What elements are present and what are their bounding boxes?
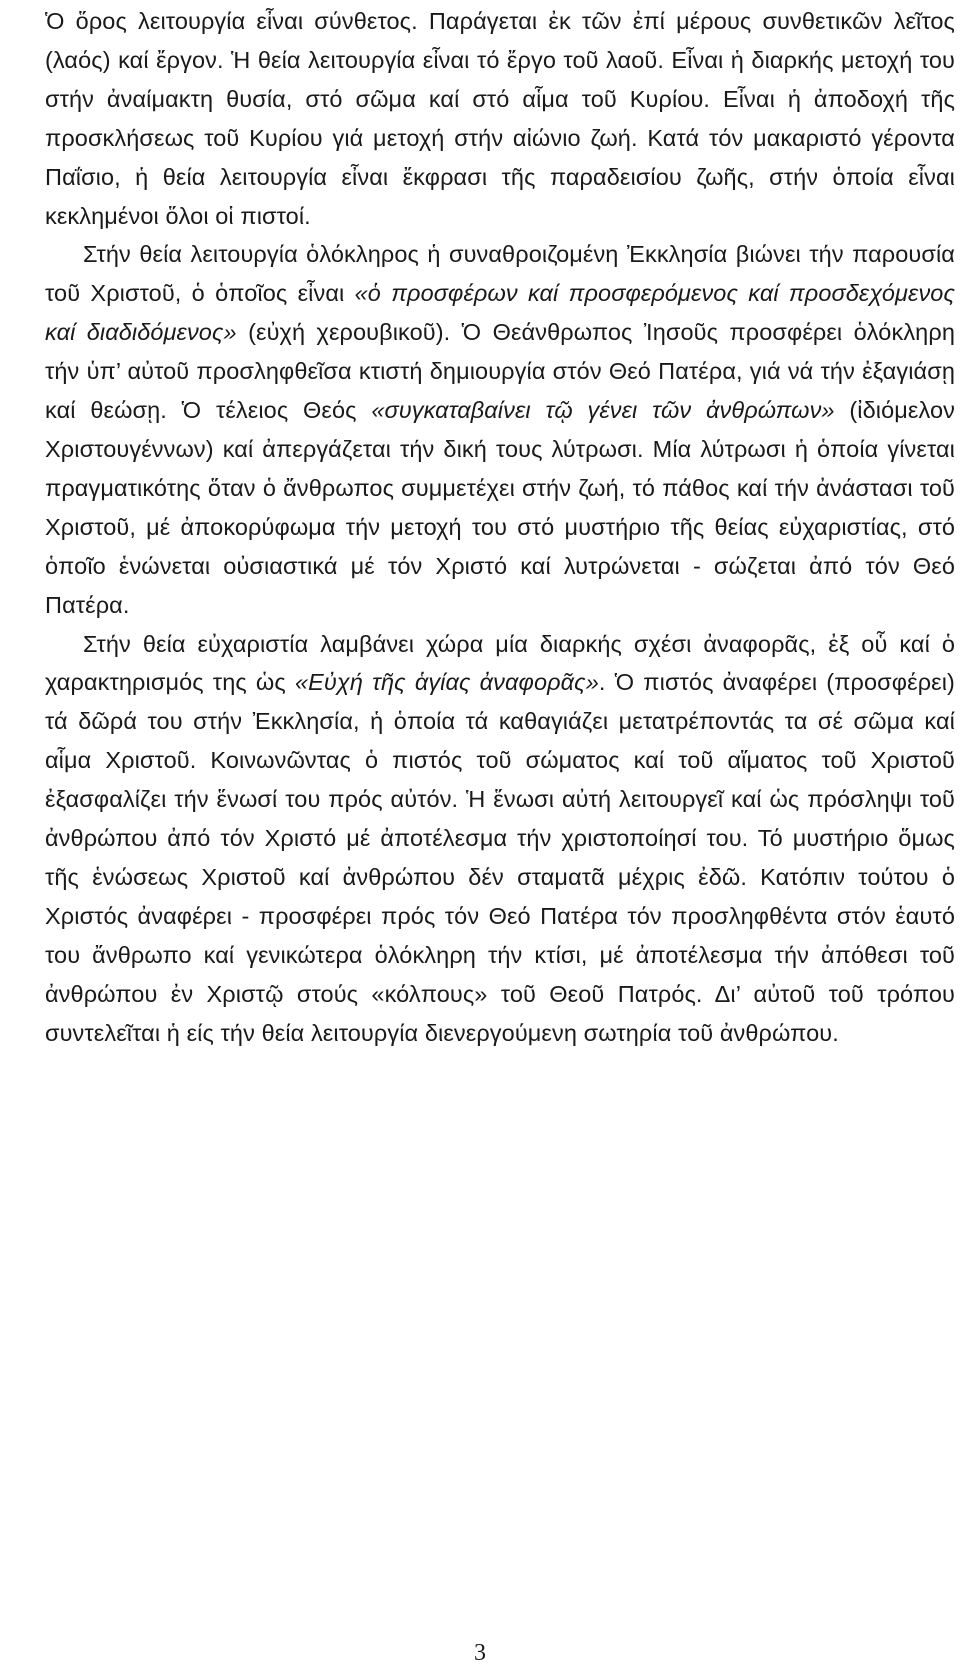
paragraph-3 [45,625,955,1053]
page-number: 3 [474,1640,486,1666]
paragraph-3-text-a: Στήν θεία εὐχαριστία λαμβάνει χώρα μία διαρκής σχέσι ἀναφορᾶς, ἐξ οὗ καί ὁ χαρακτηρισμός της ὡς [45,630,955,696]
paragraph-2-text-b: (εὐχή χερουβικοῦ). Ὁ Θεάνθρωπος Ἰησοῦς προσφέρει ὁλόκληρη τήν ὑπ’ αὐτοῦ προσληφθεῖσα κτιστή δημιουργία στόν Θεό Πατέρα, γιά νά τήν ἐξαγιάσῃ καί θεώσῃ. Ὁ τέλειος Θεός [45,319,955,424]
paragraph-3-text-b: . Ὁ πιστός ἀναφέρει (προσφέρει) τά δῶρά του στήν Ἐκκλησία, ἡ ὁποία τά καθαγιάζει μετατρέποντάς τα σέ σῶμα καί αἷμα Χριστοῦ. Κοινωνῶντας ὁ πιστός τοῦ σώματος καί τοῦ αἵματος τοῦ Χριστοῦ ἐξασφαλίζει τήν ἕνωσί του πρός αὐτόν. Ἡ ἕνωσι αὐτή λειτουργεῖ καί ὡς πρόσληψι τοῦ ἀνθρώπου ἀπό τόν Χριστό μέ ἀποτέλεσμα τήν χριστοποίησί του. Τό μυστήριο ὅμως τῆς ἑνώσεως Χριστοῦ καί ἀνθρώπου δέν σταματᾶ μέχρις ἐδῶ. Κατόπιν τούτου ὁ Χριστός ἀναφέρει - προσφέρει πρός τόν Θεό Πατέρα τόν προσληφθέντα στόν ἑαυτό του ἄνθρωπο καί γενικώτερα ὁλόκληρη τήν κτίσι, μέ ἀποτέλεσμα τήν ἀπόθεσι τοῦ ἀνθρώπου ἐν Χριστῷ στούς «κόλπους» τοῦ Θεοῦ Πατρός. Δι’ αὐτοῦ τοῦ τρόπου συντελεῖται ἡ είς τήν θεία λειτουργία διενεργούμενη σωτηρία τοῦ ἀνθρώπου. [45,669,955,1046]
quote-cherubic-hymn: «ὁ προσφέρων καί προσφερόμενος καί προσδεχόμενος καί διαδιδόμενος» [45,280,955,346]
quote-christmas-idiomelon: «συγκαταβαίνει τῷ γένει τῶν ἀνθρώπων» [371,397,835,424]
paragraph-2 [45,235,955,624]
quote-anaphora-prayer: «Εὐχή τῆς ἁγίας ἀναφορᾶς» [294,669,599,696]
body-text [45,2,955,1052]
paragraph-2-text-a: Στήν θεία λειτουργία ὁλόκληρος ἡ συναθροιζομένη Ἐκκλησία βιώνει τήν παρουσία τοῦ Χριστοῦ, ὁ ὁποῖος εἶναι [45,241,955,307]
paragraph-1-text: Ὁ ὅρος λειτουργία εἶναι σύνθετος. Παράγεται ἐκ τῶν ἐπί μέρους συνθετικῶν λεῖτος (λαός) καί ἔργον. Ἡ θεία λειτουργία εἶναι τό ἔργο τοῦ λαοῦ. Εἶναι ἡ διαρκής μετοχή του στήν ἀναίμακτη θυσία, στό σῶμα καί στό αἷμα τοῦ Κυρίου. Εἶναι ἡ ἀποδοχή τῆς προσκλήσεως τοῦ Κυρίου γιά μετοχή στήν αἰώνιο ζωή. Κατά τόν μακαριστό γέροντα Παΐσιο, ἡ θεία λειτουργία εἶναι ἔκφρασι τῆς παραδεισίου ζωῆς, στήν ὁποία εἶναι κεκλημένοι ὅλοι οἱ πιστοί. [45,8,955,229]
paragraph-2-text-c: (ἰδιόμελον Χριστουγέννων) καί ἀπεργάζεται τήν δική τους λύτρωσι. Μία λύτρωσι ἡ ὁποία γίνεται πραγματικότης ὅταν ὁ ἄνθρωπος συμμετέχει στήν ζωή, τό πάθος καί τήν ἀνάστασι τοῦ Χριστοῦ, μέ ἀποκορύφωμα τήν μετοχή του στό μυστήριο τῆς θείας εὐχαριστίας, στό ὁποῖο ἑνώνεται οὐσιαστικά μέ τόν Χριστό καί λυτρώνεται - σώζεται ἀπό τόν Θεό Πατέρα. [45,397,955,618]
paragraph-1 [45,2,955,235]
